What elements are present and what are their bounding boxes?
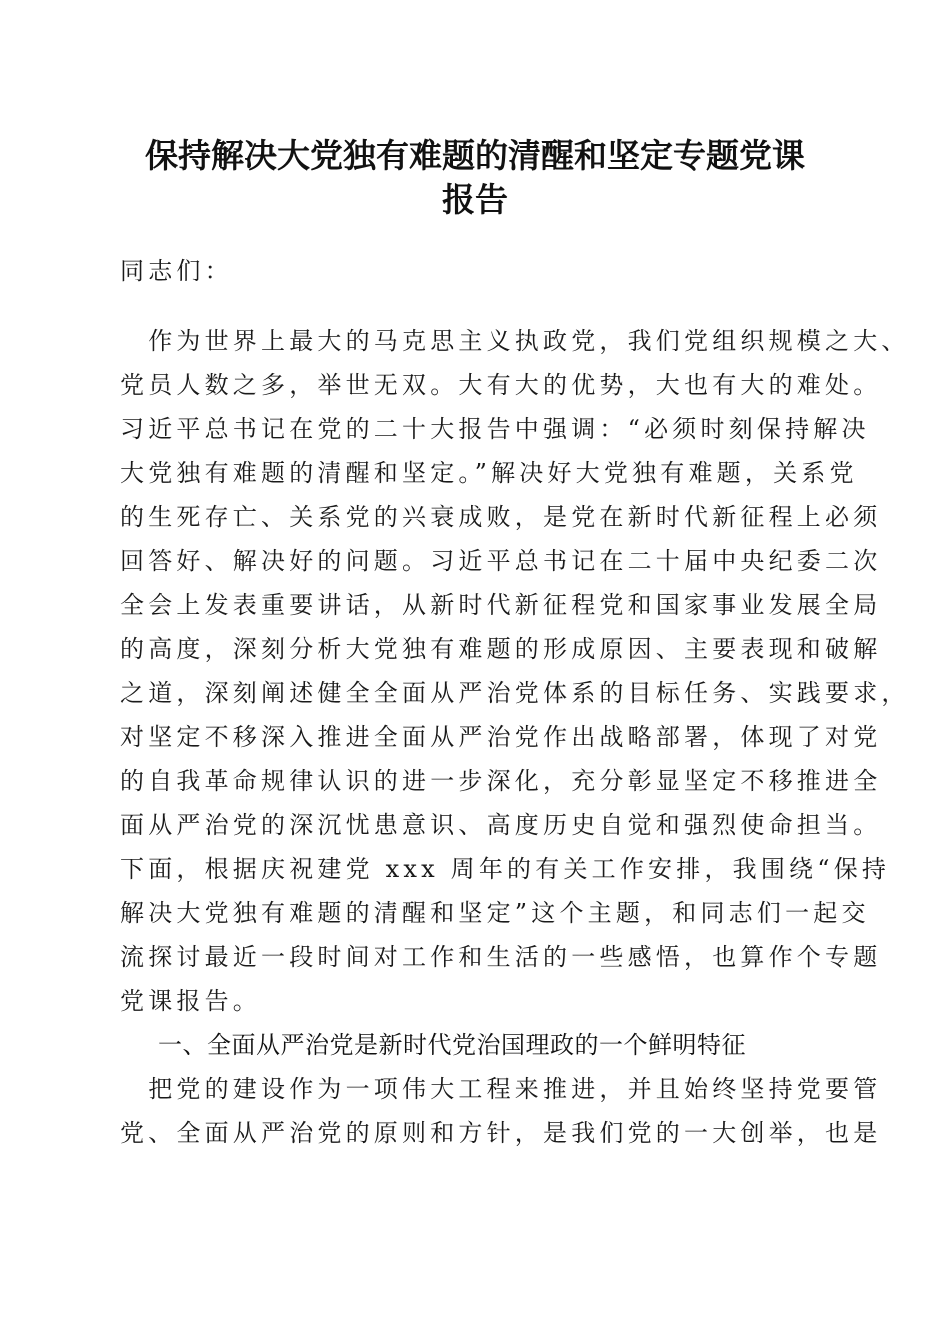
paragraph-1-line: 流探讨最近一段时间对工作和生活的一些感悟，也算作个专题 <box>120 943 882 971</box>
paragraph-2-line: 把党的建设作为一项伟大工程来推进，并且始终坚持党要管 <box>120 1075 882 1103</box>
document-title-line-1: 保持解决大党独有难题的清醒和坚定专题党课 <box>145 136 805 175</box>
paragraph-1-line: 的高度，深刻分析大党独有难题的形成原因、主要表现和破解 <box>120 635 882 663</box>
paragraph-1-line: 全会上发表重要讲话，从新时代新征程党和国家事业发展全局 <box>120 591 882 619</box>
paragraph-1-line: 党员人数之多，举世无双。大有大的优势，大也有大的难处。 <box>120 371 882 399</box>
paragraph-1-line: 面从严治党的深沉忧患意识、高度历史自觉和强烈使命担当。 <box>120 811 882 839</box>
paragraph-1-line: 党课报告。 <box>120 987 261 1015</box>
paragraph-1-line: 的生死存亡、关系党的兴衰成败，是党在新时代新征程上必须 <box>120 503 882 531</box>
paragraph-1-line: 大党独有难题的清醒和坚定。”解决好大党独有难题，关系党 <box>120 459 858 487</box>
paragraph-1-line: 下面，根据庆祝建党 xxx 周年的有关工作安排，我围绕“保持 <box>120 855 891 883</box>
paragraph-1-line: 习近平总书记在党的二十大报告中强调：“必须时刻保持解决 <box>120 415 870 443</box>
section-1-heading: 一、全面从严治党是新时代党治国理政的一个鲜明特征 <box>158 1031 746 1059</box>
paragraph-1-line: 对坚定不移深入推进全面从严治党作出战略部署，体现了对党 <box>120 723 882 751</box>
paragraph-1-line: 解决大党独有难题的清醒和坚定”这个主题，和同志们一起交 <box>120 899 870 927</box>
paragraph-1-line: 之道，深刻阐述健全全面从严治党体系的目标任务、实践要求， <box>120 679 910 707</box>
paragraph-1-line: 作为世界上最大的马克思主义执政党，我们党组织规模之大、 <box>120 327 910 355</box>
paragraph-2-line: 党、全面从严治党的原则和方针，是我们党的一大创举，也是 <box>120 1119 882 1147</box>
paragraph-1-line: 的自我革命规律认识的进一步深化，充分彰显坚定不移推进全 <box>120 767 882 795</box>
paragraph-1-line: 回答好、解决好的问题。习近平总书记在二十届中央纪委二次 <box>120 547 882 575</box>
document-title-line-2: 报告 <box>442 180 508 219</box>
salutation: 同志们： <box>120 257 233 285</box>
